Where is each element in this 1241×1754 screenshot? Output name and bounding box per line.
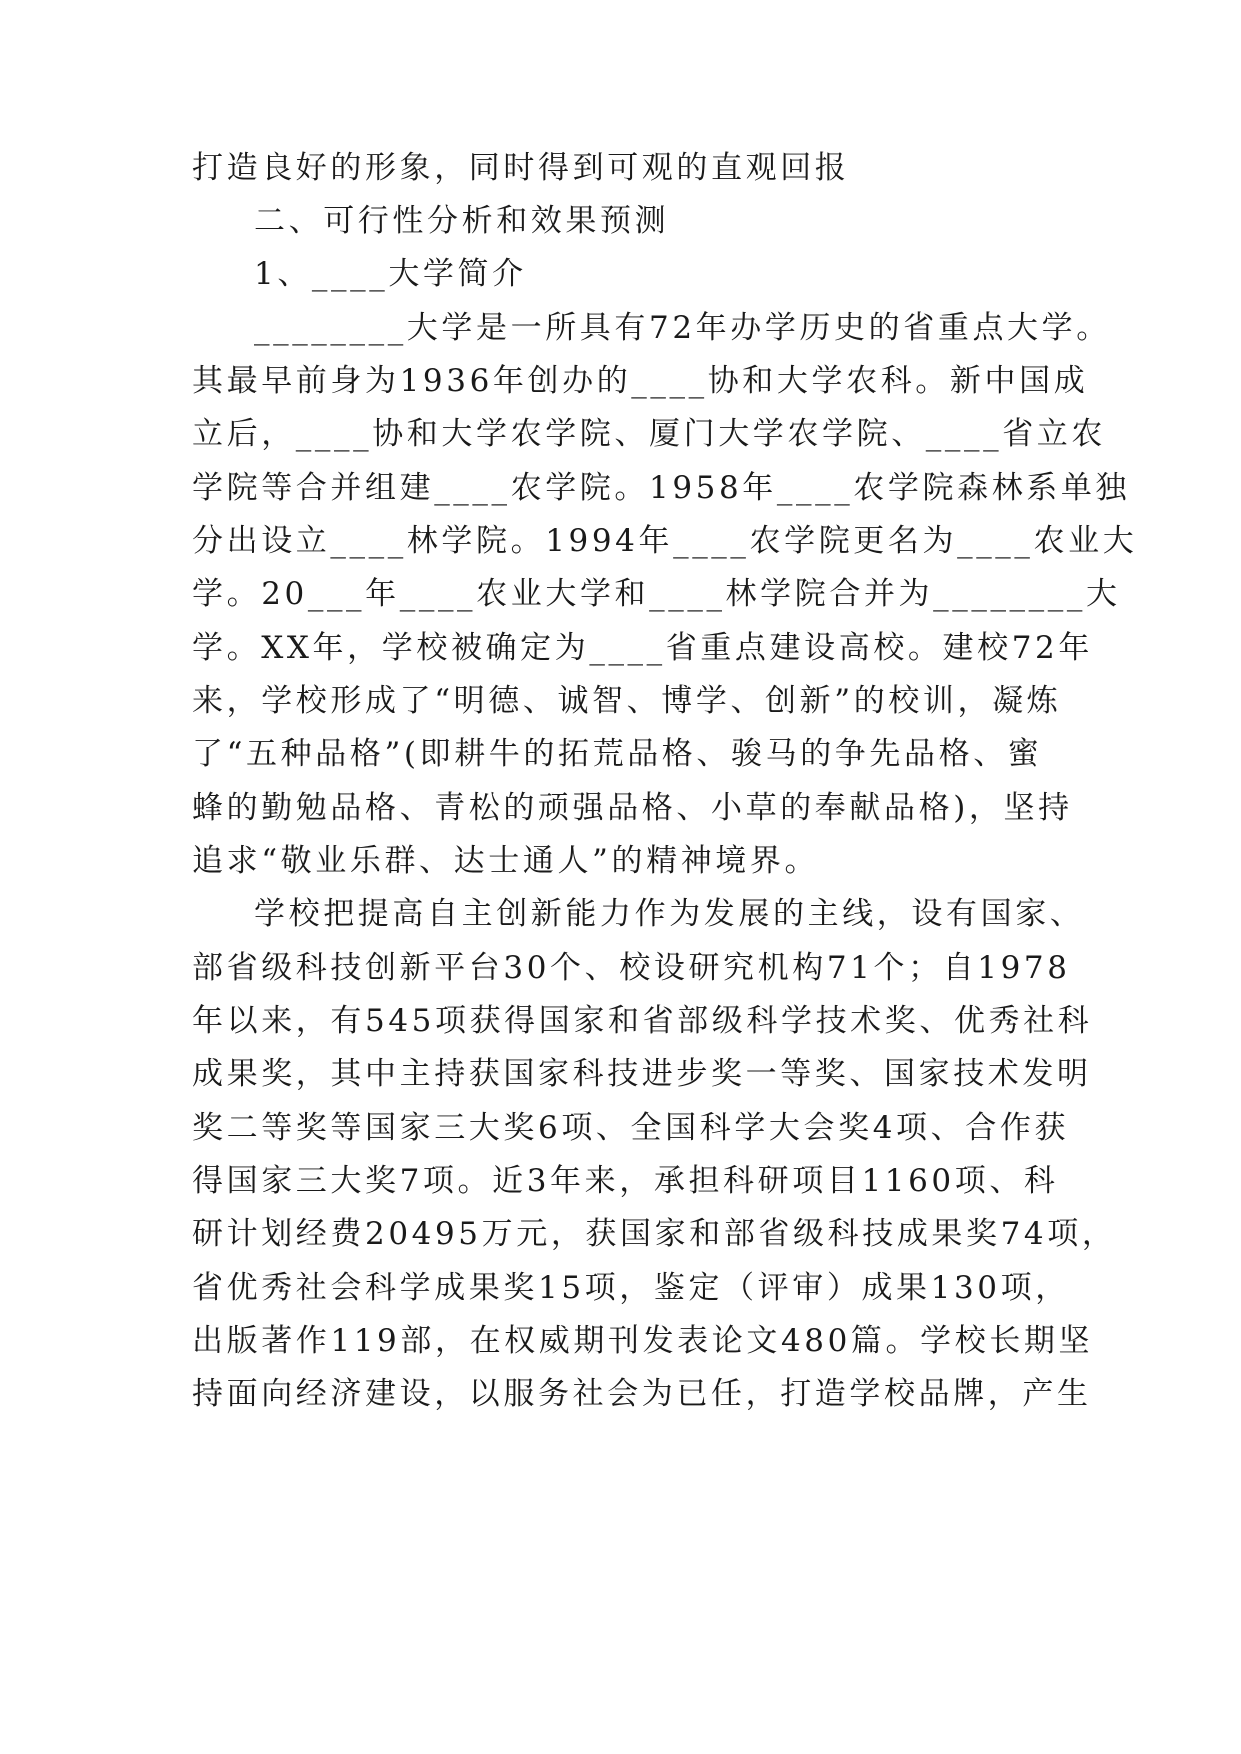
paragraph-2-line-4: 成果奖，其中主持获国家科技进步奖一等奖、国家技术发明 — [192, 1056, 1092, 1092]
paragraph-2-line-1: 学校把提高自主创新能力作为发展的主线，设有国家、 — [254, 896, 1085, 932]
paragraph-1-line-3: 立后，____协和大学农学院、厦门大学农学院、____省立农 — [192, 416, 1106, 452]
paragraph-1-line-2: 其最早前身为1936年创办的____协和大学农科。新中国成 — [192, 363, 1089, 399]
paragraph-2-line-3: 年以来，有545项获得国家和省部级科学技术奖、优秀社科 — [192, 1003, 1093, 1039]
paragraph-2-line-5: 奖二等奖等国家三大奖6项、全国科学大会奖4项、合作获 — [192, 1110, 1070, 1146]
paragraph-1-line-1: ________大学是一所具有72年办学历史的省重点大学。 — [254, 310, 1111, 346]
paragraph-1-line-11: 追求“敬业乐群、达士通人”的精神境界。 — [192, 843, 820, 879]
paragraph-1-line-6: 学。20___年____农业大学和____林学院合并为________大 — [192, 576, 1121, 612]
text-line-1: 打造良好的形象，同时得到可观的直观回报 — [192, 150, 850, 186]
paragraph-1-line-4: 学院等合并组建____农学院。1958年____农学院森林系单独 — [192, 470, 1131, 506]
paragraph-2-line-6: 得国家三大奖7项。近3年来，承担科研项目1160项、科 — [192, 1163, 1059, 1199]
paragraph-1-line-8: 来，学校形成了“明德、诚智、博学、创新”的校训，凝炼 — [192, 683, 1062, 719]
paragraph-1-line-7: 学。XX年，学校被确定为____省重点建设高校。建校72年 — [192, 630, 1093, 666]
paragraph-1-line-5: 分出设立____林学院。1994年____农学院更名为____农业大 — [192, 523, 1138, 559]
subsection-heading: 1、____大学简介 — [254, 256, 527, 292]
paragraph-2-line-8: 省优秀社会科学成果奖15项，鉴定（评审）成果130项， — [192, 1270, 1070, 1306]
paragraph-2-line-9: 出版著作119部，在权威期刊发表论文480篇。学校长期坚 — [192, 1323, 1094, 1359]
section-heading: 二、可行性分析和效果预测 — [254, 203, 670, 239]
paragraph-2-line-7: 研计划经费20495万元，获国家和部省级科技成果奖74项， — [192, 1216, 1117, 1252]
paragraph-1-line-10: 蜂的勤勉品格、青松的顽强品格、小草的奉献品格)，坚持 — [192, 790, 1073, 826]
paragraph-2-line-2: 部省级科技创新平台30个、校设研究机构71个；自1978 — [192, 950, 1071, 986]
paragraph-1-line-9: 了“五种品格”(即耕牛的拓荒品格、骏马的争先品格、蜜 — [192, 736, 1043, 772]
paragraph-2-line-10: 持面向经济建设，以服务社会为已任，打造学校品牌，产生 — [192, 1376, 1092, 1412]
